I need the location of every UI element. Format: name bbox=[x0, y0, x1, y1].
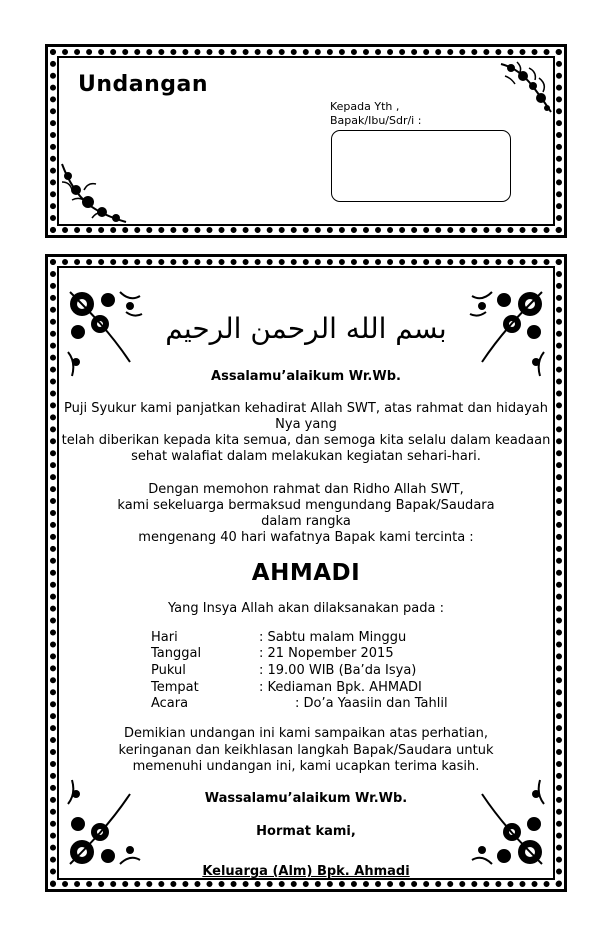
detail-value-pukul: : 19.00 WIB (Ba’da Isya) bbox=[259, 663, 417, 678]
paragraph-3-line-3: memenuhi undangan ini, kami ucapkan terima kasih. bbox=[132, 759, 480, 774]
detail-value-tanggal: : 21 Nopember 2015 bbox=[259, 646, 394, 661]
detail-value-tempat: : Kediaman Bpk. AHMADI bbox=[259, 680, 422, 695]
floral-ornament-icon bbox=[497, 58, 555, 116]
detail-label-tempat: Tempat bbox=[151, 680, 199, 695]
floral-ornament-icon bbox=[58, 160, 130, 226]
event-intro: Yang Insya Allah akan dilaksanakan pada : bbox=[168, 601, 444, 616]
detail-label-acara: Acara bbox=[151, 696, 189, 711]
basmala-calligraphy: بسم الله الرحمن الرحيم bbox=[165, 312, 447, 345]
detail-label-hari: Hari bbox=[151, 630, 178, 645]
paragraph-2-line-3: dalam rangka bbox=[261, 514, 351, 529]
recipient-line-2: Bapak/Ibu/Sdr/i : bbox=[330, 114, 422, 127]
recipient-label bbox=[330, 100, 421, 128]
paragraph-2-line-4: mengenang 40 hari wafatnya Bapak kami tercinta : bbox=[138, 530, 474, 545]
closing-greeting: Wassalamu’alaikum Wr.Wb. bbox=[204, 791, 408, 806]
paragraph-1-line-1: Puji Syukur kami panjatkan kehadirat Allah SWT, atas rahmat dan hidayah bbox=[63, 401, 549, 416]
family-signature: Keluarga (Alm) Bpk. Ahmadi bbox=[202, 864, 410, 879]
envelope-title: Undangan bbox=[78, 72, 209, 97]
greeting: Assalamu’alaikum Wr.Wb. bbox=[211, 369, 401, 384]
paragraph-1-line-2: Nya yang bbox=[275, 417, 337, 432]
signoff: Hormat kami, bbox=[256, 824, 356, 839]
detail-value-hari: : Sabtu malam Minggu bbox=[259, 630, 407, 645]
detail-value-acara: : Do’a Yaasiin dan Tahlil bbox=[295, 696, 448, 711]
deceased-name: AHMADI bbox=[251, 560, 361, 586]
detail-label-tanggal: Tanggal bbox=[151, 646, 202, 661]
recipient-line-1: Kepada Yth , bbox=[330, 100, 400, 113]
detail-label-pukul: Pukul bbox=[151, 663, 186, 678]
address-box bbox=[331, 130, 511, 202]
paragraph-3-line-2: keringanan dan keikhlasan langkah Bapak/Saudara untuk bbox=[118, 743, 494, 758]
paragraph-1-line-4: sehat walafiat dalam melakukan kegiatan sehari-hari. bbox=[131, 449, 481, 464]
paragraph-2-line-1: Dengan memohon rahmat dan Ridho Allah SWT, bbox=[148, 482, 464, 497]
paragraph-1-line-3: telah diberikan kepada kita semua, dan semoga kita selalu dalam keadaan bbox=[61, 433, 551, 448]
paragraph-3-line-1: Demikian undangan ini kami sampaikan atas perhatian, bbox=[124, 726, 488, 741]
paragraph-2-line-2: kami sekeluarga bermaksud mengundang Bapak/Saudara bbox=[117, 498, 495, 513]
